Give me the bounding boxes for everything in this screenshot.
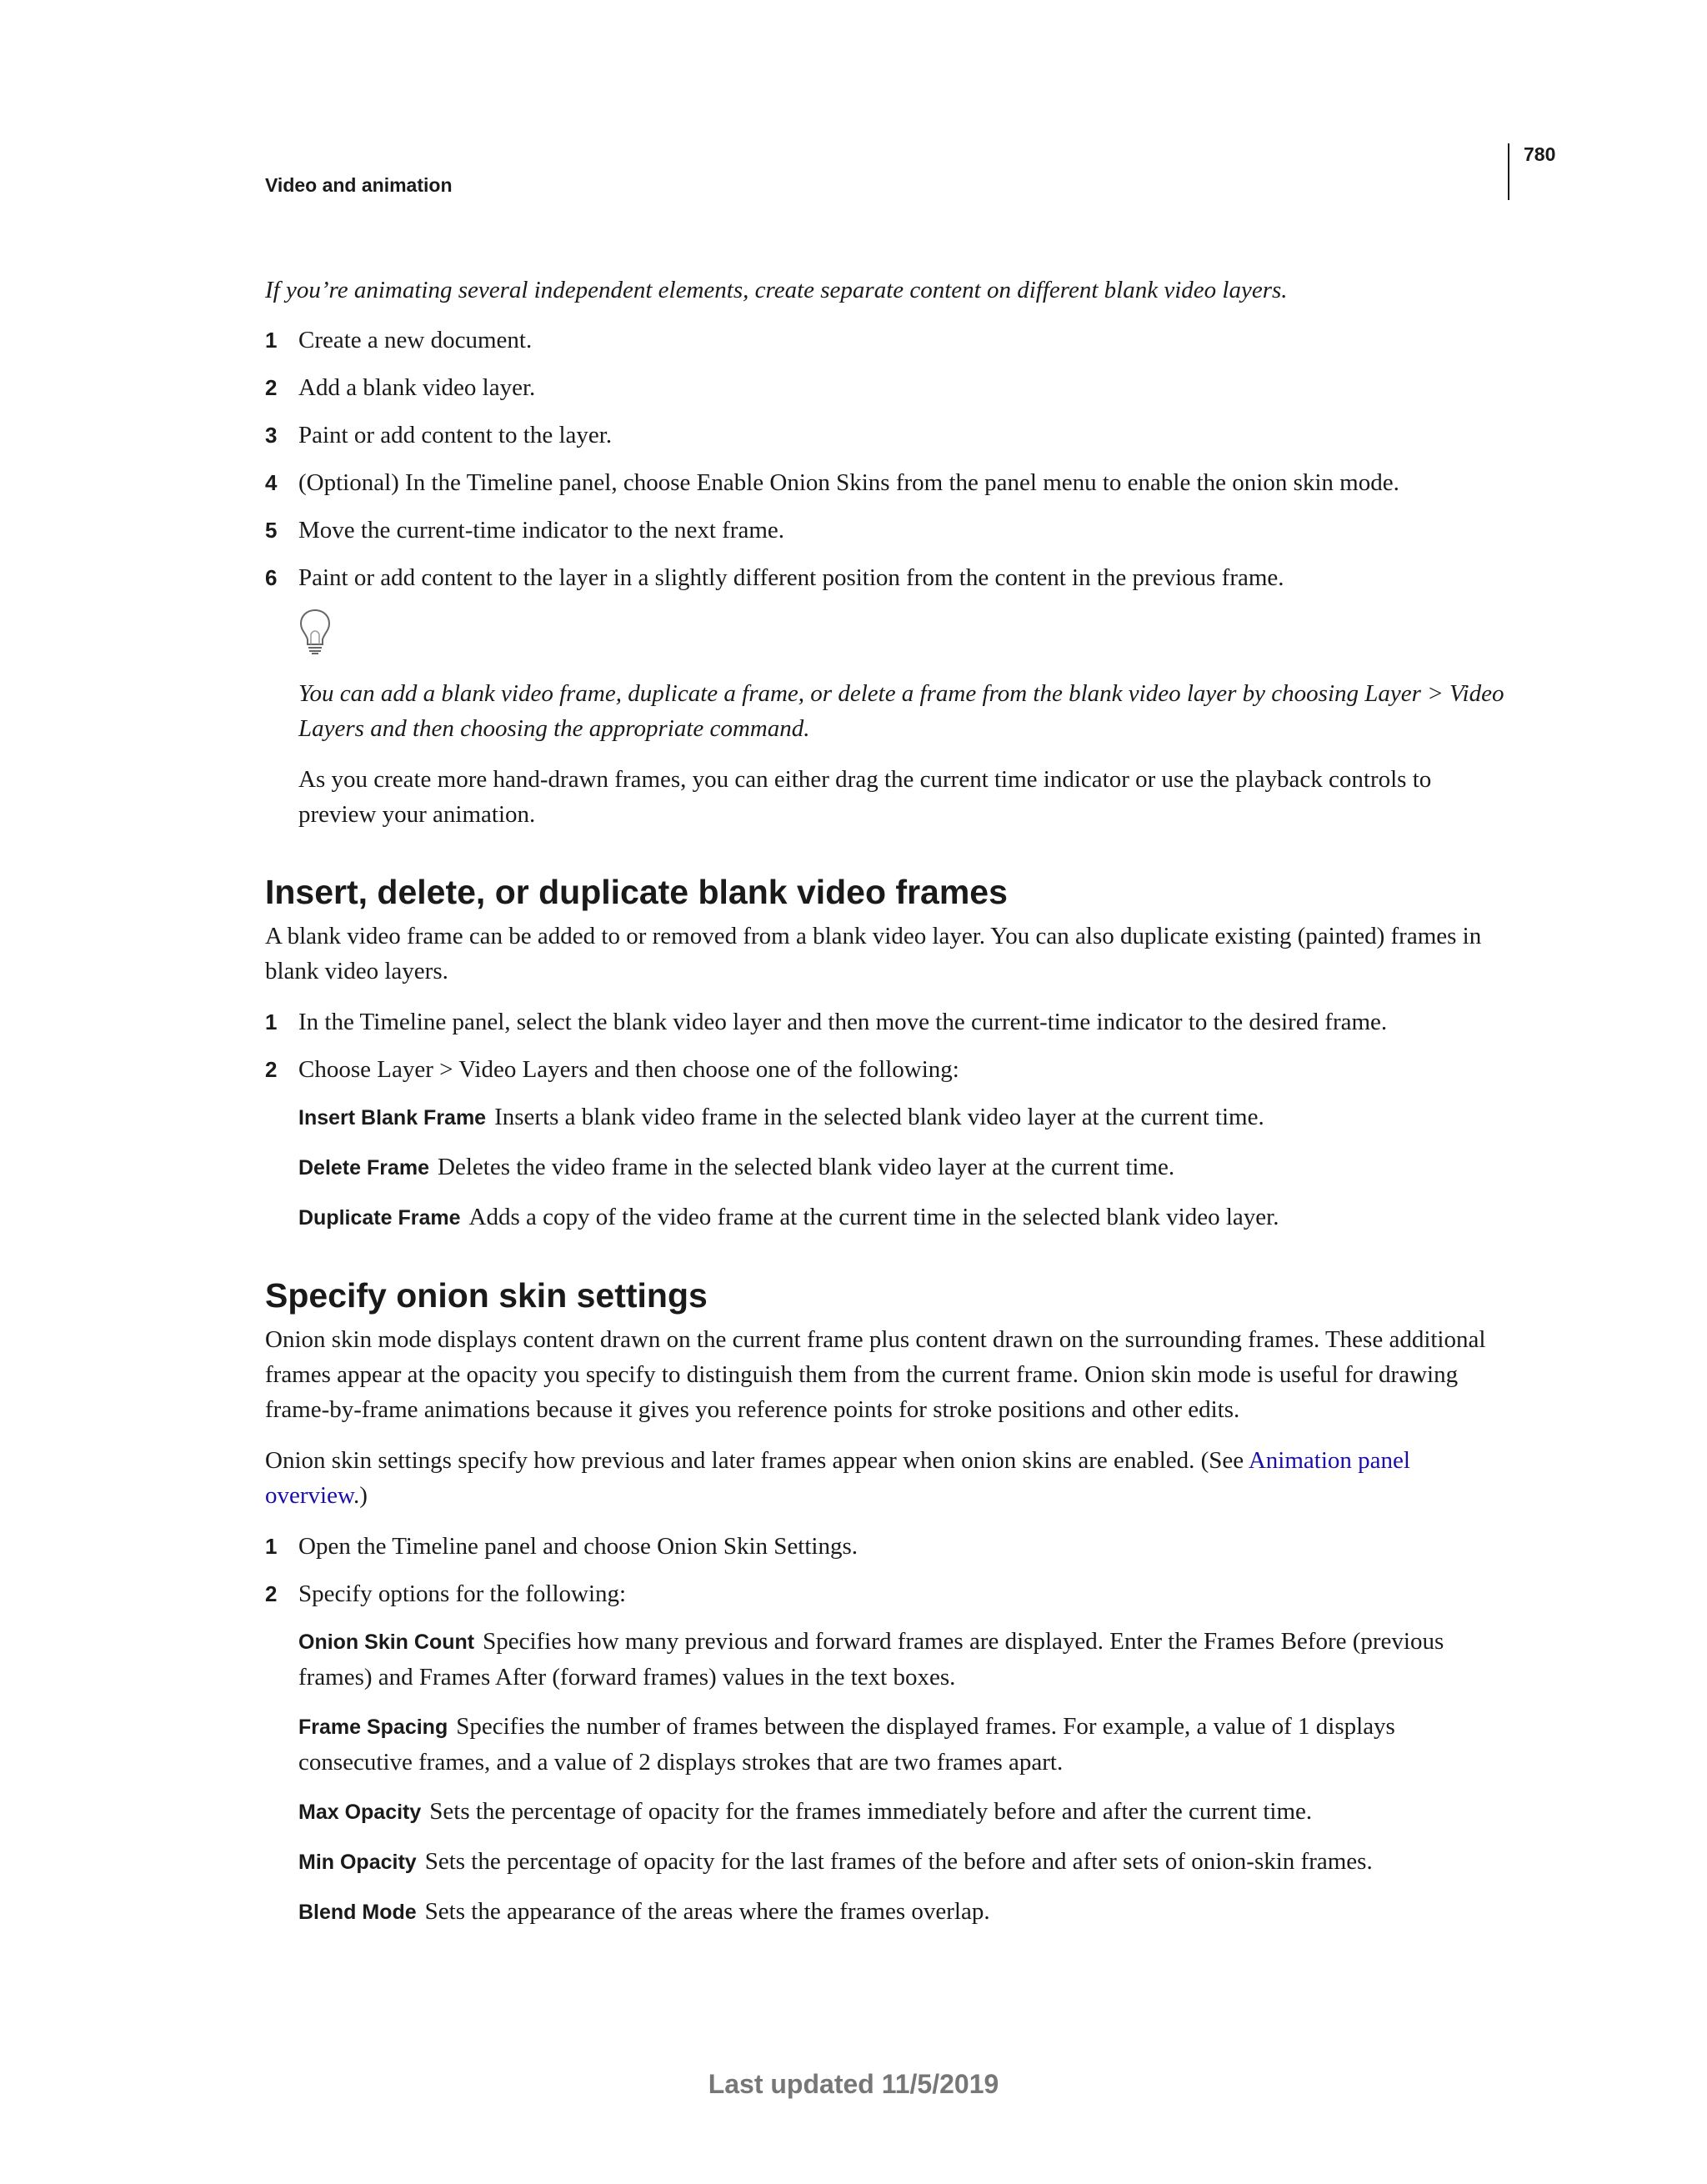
definition-term: Insert Blank Frame — [298, 1106, 487, 1130]
list-item — [265, 418, 1507, 453]
list-item — [265, 323, 1507, 358]
page-content — [265, 273, 1507, 1944]
insert-intro: A blank video frame can be added to or removed from a blank video layer. You can also duplicate existing (painted) frames in blank video layers. — [265, 923, 1482, 984]
tip-text: You can add a blank video frame, duplicate a frame, or delete a frame from the blank video layer by choosing Layer > Video Layers and then choosing the appropriate command. — [298, 680, 1504, 742]
step-text: (Optional) In the Timeline panel, choose Enable Onion Skins from the panel menu to enable the onion skin mode. — [298, 469, 1399, 496]
steps-list-1 — [265, 323, 1507, 595]
step-text: In the Timeline panel, select the blank video layer and then move the current-time indicator to the desired frame. — [298, 1009, 1388, 1035]
step-number: 2 — [265, 1581, 278, 1606]
step-number: 1 — [265, 1534, 278, 1559]
list-item — [265, 370, 1507, 405]
onion-para-2-after: .) — [353, 1482, 368, 1509]
heading-onion: Specify onion skin settings — [265, 1276, 708, 1315]
header-rule — [1508, 143, 1509, 200]
step-text: Paint or add content to the layer in a slightly different position from the content in the previous frame. — [298, 564, 1284, 591]
page-number: 780 — [1524, 143, 1556, 165]
heading-insert: Insert, delete, or duplicate blank video frames — [265, 873, 1008, 911]
intro-tip: If you’re animating several independent elements, create separate content on different blank video layers. — [265, 277, 1288, 303]
list-item — [265, 1576, 1507, 1611]
step-number: 3 — [265, 423, 278, 448]
lightbulb-icon — [298, 608, 332, 656]
step-number: 4 — [265, 470, 278, 495]
definition-desc: Sets the percentage of opacity for the frames immediately before and after the current time. — [429, 1798, 1313, 1825]
definition-item — [298, 1150, 1507, 1185]
animation-panel-overview-link[interactable]: Animation panel overview — [265, 1447, 1410, 1509]
definition-item — [298, 1624, 1507, 1695]
list-item — [265, 1052, 1507, 1087]
definition-term: Delete Frame — [298, 1156, 430, 1180]
definition-term: Min Opacity — [298, 1851, 417, 1874]
step-number: 1 — [265, 328, 278, 353]
list-item — [265, 560, 1507, 595]
definition-term: Blend Mode — [298, 1901, 417, 1924]
section-title: Video and animation — [265, 174, 453, 196]
definition-desc: Specifies how many previous and forward frames are displayed. Enter the Frames Before (previous frames) and Frames After (forward frames) values in the text boxes. — [298, 1628, 1444, 1691]
insert-options — [298, 1100, 1507, 1235]
step-number: 2 — [265, 375, 278, 400]
after-tip-text: As you create more hand-drawn frames, you can either drag the current time indicator or use the playback controls to preview your animation. — [298, 766, 1432, 828]
definition-term: Onion Skin Count — [298, 1630, 475, 1654]
definition-item — [298, 1200, 1507, 1235]
step-text: Choose Layer > Video Layers and then choose one of the following: — [298, 1056, 959, 1083]
onion-para-2-before: Onion skin settings specify how previous and later frames appear when onion skins are enabled. (See — [265, 1447, 1249, 1474]
definition-term: Duplicate Frame — [298, 1206, 461, 1230]
definition-desc: Sets the appearance of the areas where the frames overlap. — [424, 1898, 990, 1925]
definition-item — [298, 1794, 1507, 1830]
step-number: 6 — [265, 565, 278, 590]
step-text: Create a new document. — [298, 327, 533, 353]
step-number: 2 — [265, 1057, 278, 1082]
step-text: Specify options for the following: — [298, 1580, 627, 1607]
onion-options — [298, 1624, 1507, 1930]
definition-desc: Sets the percentage of opacity for the last frames of the before and after sets of onion-skin frames. — [424, 1848, 1373, 1875]
step-text: Open the Timeline panel and choose Onion Skin Settings. — [298, 1533, 858, 1560]
steps-list-3 — [265, 1529, 1507, 1611]
definition-desc: Specifies the number of frames between the displayed frames. For example, a value of 1 displays consecutive frames, and a value of 2 displays strokes that are two frames apart. — [298, 1713, 1395, 1776]
step-number: 1 — [265, 1009, 278, 1034]
definition-item — [298, 1100, 1507, 1135]
step-number: 5 — [265, 518, 278, 543]
definition-desc: Inserts a blank video frame in the selected blank video layer at the current time. — [494, 1104, 1264, 1130]
steps-list-2 — [265, 1004, 1507, 1087]
definition-desc: Deletes the video frame in the selected blank video layer at the current time. — [438, 1154, 1175, 1180]
tip-block — [298, 608, 1507, 832]
step-text: Move the current-time indicator to the next frame. — [298, 517, 785, 543]
onion-para-2 — [265, 1443, 1507, 1513]
definition-term: Max Opacity — [298, 1801, 422, 1824]
list-item — [265, 513, 1507, 548]
step-text: Add a blank video layer. — [298, 374, 536, 401]
definition-term: Frame Spacing — [298, 1716, 448, 1739]
step-text: Paint or add content to the layer. — [298, 422, 613, 448]
footer-last-updated: Last updated 11/5/2019 — [708, 2069, 999, 2099]
list-item — [265, 1004, 1507, 1039]
definition-desc: Adds a copy of the video frame at the current time in the selected blank video layer. — [468, 1204, 1279, 1230]
definition-item — [298, 1894, 1507, 1930]
definition-item — [298, 1844, 1507, 1880]
list-item — [265, 1529, 1507, 1564]
definition-item — [298, 1709, 1507, 1780]
onion-para-1: Onion skin mode displays content drawn on the current frame plus content drawn on the surrounding frames. These additional frames appear at the opacity you specify to distinguish them from the current frame. Onion skin mode is useful for drawing frame-by-frame animations because it gives you reference points for stroke positions and other edits. — [265, 1326, 1486, 1423]
list-item — [265, 465, 1507, 500]
